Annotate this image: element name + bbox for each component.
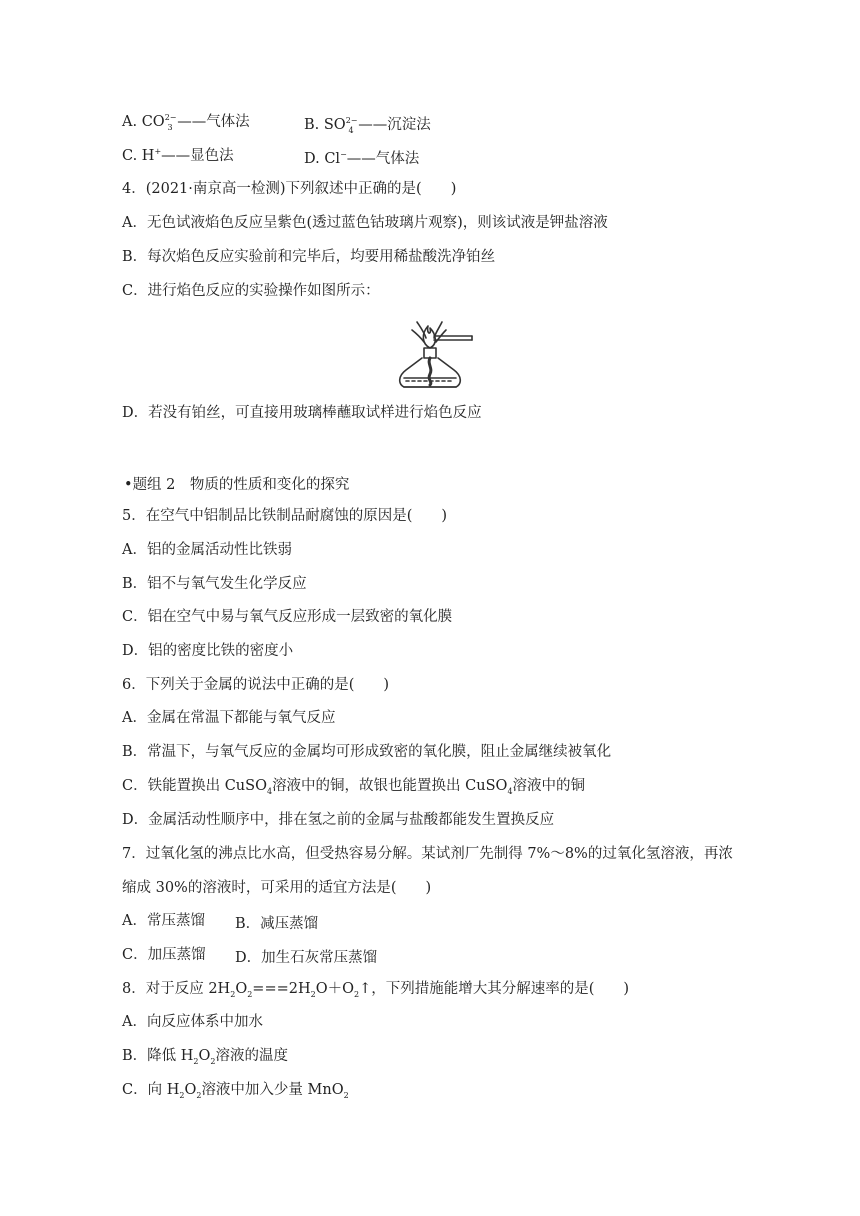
q6-option-a: A．金属在常温下都能与氧气反应 <box>122 710 336 726</box>
q3-option-d: D. Cl−——气体法 <box>304 150 420 167</box>
section-title: 题组 2 物质的性质和变化的探究 <box>132 477 350 493</box>
question-6-stem: 6．下列关于金属的说法中正确的是( ) <box>122 677 390 693</box>
question-5-stem: 5．在空气中铝制品比铁制品耐腐蚀的原因是( ) <box>122 508 448 524</box>
q4-option-d: D．若没有铂丝，可直接用玻璃棒蘸取试样进行焰色反应 <box>122 405 482 421</box>
q3-option-b: B. $SO^{2-}_4$ ——沉淀法 <box>304 116 431 135</box>
question-7-stem-line1: 7．过氧化氢的沸点比水高，但受热容易分解。某试剂厂先制得 7%～8%的过氧化氢溶液，再浓 <box>122 846 733 862</box>
q6-option-d: D．金属活动性顺序中，排在氢之前的金属与盐酸都能发生置换反应 <box>122 812 555 828</box>
q7-option-c: C．加压蒸馏 <box>122 947 206 963</box>
alcohol-lamp-icon <box>384 318 476 390</box>
q5-option-b: B．铝不与氧气发生化学反应 <box>122 576 307 592</box>
question-7-stem-line2: 缩成 30%的溶液时，可采用的适宜方法是( ) <box>122 880 432 896</box>
q5-option-c: C．铝在空气中易与氧气反应形成一层致密的氧化膜 <box>122 609 453 625</box>
q7-option-a: A．常压蒸馏 <box>122 913 205 929</box>
q4-option-c: C．进行焰色反应的实验操作如图所示： <box>122 283 380 299</box>
q8-option-b: B．降低 $H_2O_2$溶液的温度 <box>122 1048 288 1066</box>
question-8-stem: 8．对于反应 $2H_2O_2===2H_2O+O_2↑$，下列措施能增大其分解速率的是( ) <box>122 981 630 999</box>
q3-option-a: A. $CO^{2-}_3$ ——气体法 <box>122 113 250 132</box>
q8-option-a: A．向反应体系中加水 <box>122 1014 263 1030</box>
q5-option-d: D．铝的密度比铁的密度小 <box>122 643 294 659</box>
q6-option-c: C．铁能置换出 CuSO$_4$溶液中的铜，故银也能置换出 CuSO$_4$溶液中的铜 <box>122 778 586 796</box>
q4-option-b: B．每次焰色反应实验前和完毕后，均要用稀盐酸洗净铂丝 <box>122 249 496 265</box>
section-bullet: • <box>124 477 133 493</box>
q7-option-d: D．加生石灰常压蒸馏 <box>235 950 378 966</box>
q6-option-b: B．常温下，与氧气反应的金属均可形成致密的氧化膜，阻止金属继续被氧化 <box>122 744 612 760</box>
q4-option-a: A．无色试液焰色反应呈紫色(透过蓝色钴玻璃片观察)，则该试液是钾盐溶液 <box>122 215 608 231</box>
q5-option-a: A．铝的金属活动性比铁弱 <box>122 542 292 558</box>
q3-option-c: C. H+——显色法 <box>122 147 234 164</box>
section-heading <box>124 473 349 494</box>
q7-option-b: B．减压蒸馏 <box>235 916 319 932</box>
q8-option-c: C．向 $H_2O_2$溶液中加入少量 MnO$_2$ <box>122 1082 349 1100</box>
flame-test-lamp-figure <box>384 318 476 394</box>
question-4-stem: 4．(2021·南京高一检测)下列叙述中正确的是( ) <box>122 181 457 197</box>
